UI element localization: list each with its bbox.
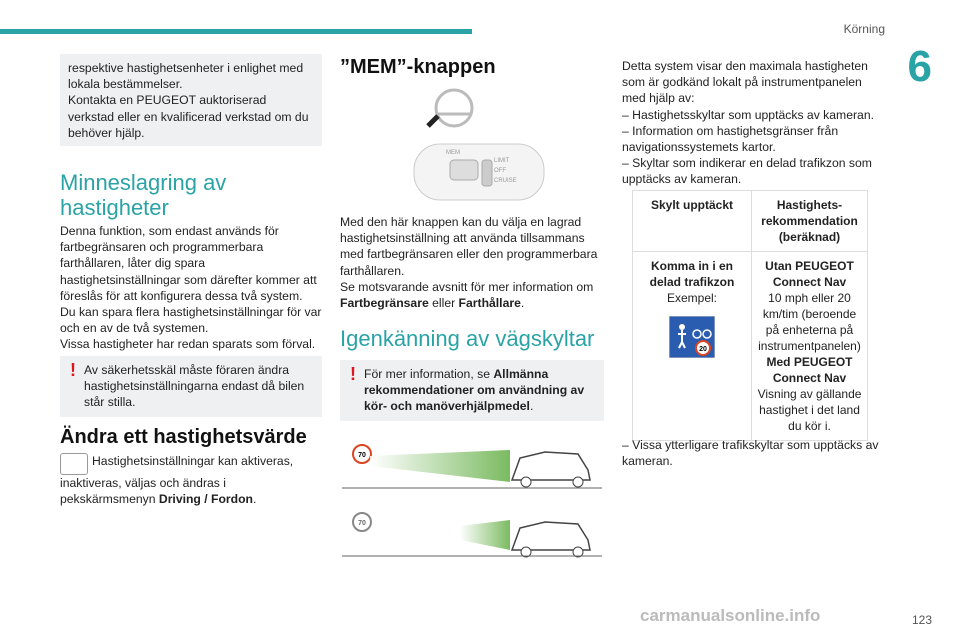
steering-wheel-icon [436, 90, 472, 126]
section-label: Körning [843, 22, 885, 36]
heading-signs: Igenkänning av vägskyltar [340, 326, 595, 351]
shared-zone-sign-icon [669, 316, 715, 358]
intro-text: Detta system visar den maximala hastigheten som är godkänd lokalt på instrumentpanelen med hjälp av: [622, 59, 868, 106]
table-cell: Komma in i en delad trafikzon Exempel: 20 [633, 252, 752, 441]
sign-table [632, 190, 868, 441]
stalk-off-label: OFF [494, 168, 506, 174]
sign-value: 20 [699, 346, 707, 353]
heading-change: Ändra ett hastighetsvärde [60, 426, 307, 448]
sign-value: 70 [358, 452, 366, 459]
list-item: – Vissa ytterligare trafikskyltar som upptäcks av kameran. [622, 438, 879, 469]
heading-memory: Minneslagring av hastigheter [60, 170, 227, 220]
mem-text: Med den här knappen kan du välja en lagrad hastighetsinställning att använda tillsammans med fartbegränsaren eller den programmerbara farthållaren. Se motsvarande avsnitt för mer information om Fartbegränsare eller Farthållare. [340, 215, 598, 311]
car-icon [60, 453, 88, 475]
chapter-number: 6 [907, 42, 932, 91]
warning-text: Av säkerhetsskäl måste föraren ändra hastighetsinställningarna endast då bilen står stilla. [84, 363, 305, 410]
stalk-cruise-label: CRUISE [494, 178, 517, 184]
table-header: Hastighets-rekommendation (beräknad) [752, 191, 868, 252]
sign-recognition-illustration [340, 436, 604, 558]
list-item: – Hastighetsskyltar som upptäcks av kameran. [622, 108, 874, 122]
heading-mem: ”MEM”-knappen [340, 56, 496, 78]
car-icon [512, 522, 590, 550]
table-cell: Utan PEUGEOT Connect Nav 10 mph eller 20 km/tim (beroende på enheterna på instrumentpanelen) Med PEUGEOT Connect Nav Visning av gällande hastighet i det land du kör i. [752, 252, 868, 441]
stalk-mem-label: MEM [446, 150, 460, 156]
watermark: carmanualsonline.info [640, 606, 821, 625]
memory-text: Denna funktion, som endast används för fartbegränsaren och programmerbara farthållaren, låter dig spara hastighetsinställningar som därefter kommer att föreslås för att konfigurera dessa två system. Du kan spara flera hastighetsinställningar för var och en av de två systemen. Vissa hastigheter har redan sparats som förval. [60, 224, 322, 352]
sign-value: 70 [358, 520, 366, 527]
list-item: – Information om hastighetsgränser från navigationssystemets kartor. [622, 124, 839, 155]
change-text: Hastighetsinställningar kan aktiveras, inaktiveras, väljas och ändras i pekskärmsmenyn Driving / Fordon. [60, 454, 294, 507]
warning-icon: ! [350, 364, 356, 384]
car-icon [512, 452, 590, 480]
warning-icon: ! [70, 360, 76, 380]
stalk-illustration [410, 86, 550, 206]
stalk-limit-label: LIMIT [494, 158, 510, 164]
stalk-body [414, 144, 544, 200]
page-number: 123 [911, 613, 932, 627]
list-item: – Skyltar som indikerar en delad trafikzon som upptäcks av kameran. [622, 156, 872, 187]
note-box: respektive hastighetsenheter i enlighet med lokala bestämmelser. Kontakta en PEUGEOT auktoriserad verkstad eller en kvalificerad verkstad om du behöver hjälp. [60, 54, 322, 146]
table-header: Skylt upptäckt [633, 191, 752, 252]
top-accent-bar [0, 29, 472, 34]
warning-info: ! För mer information, se Allmänna rekommendationer om användning av kör- och manöverhjälpmedel. [340, 360, 604, 421]
warning-safety [60, 356, 322, 417]
